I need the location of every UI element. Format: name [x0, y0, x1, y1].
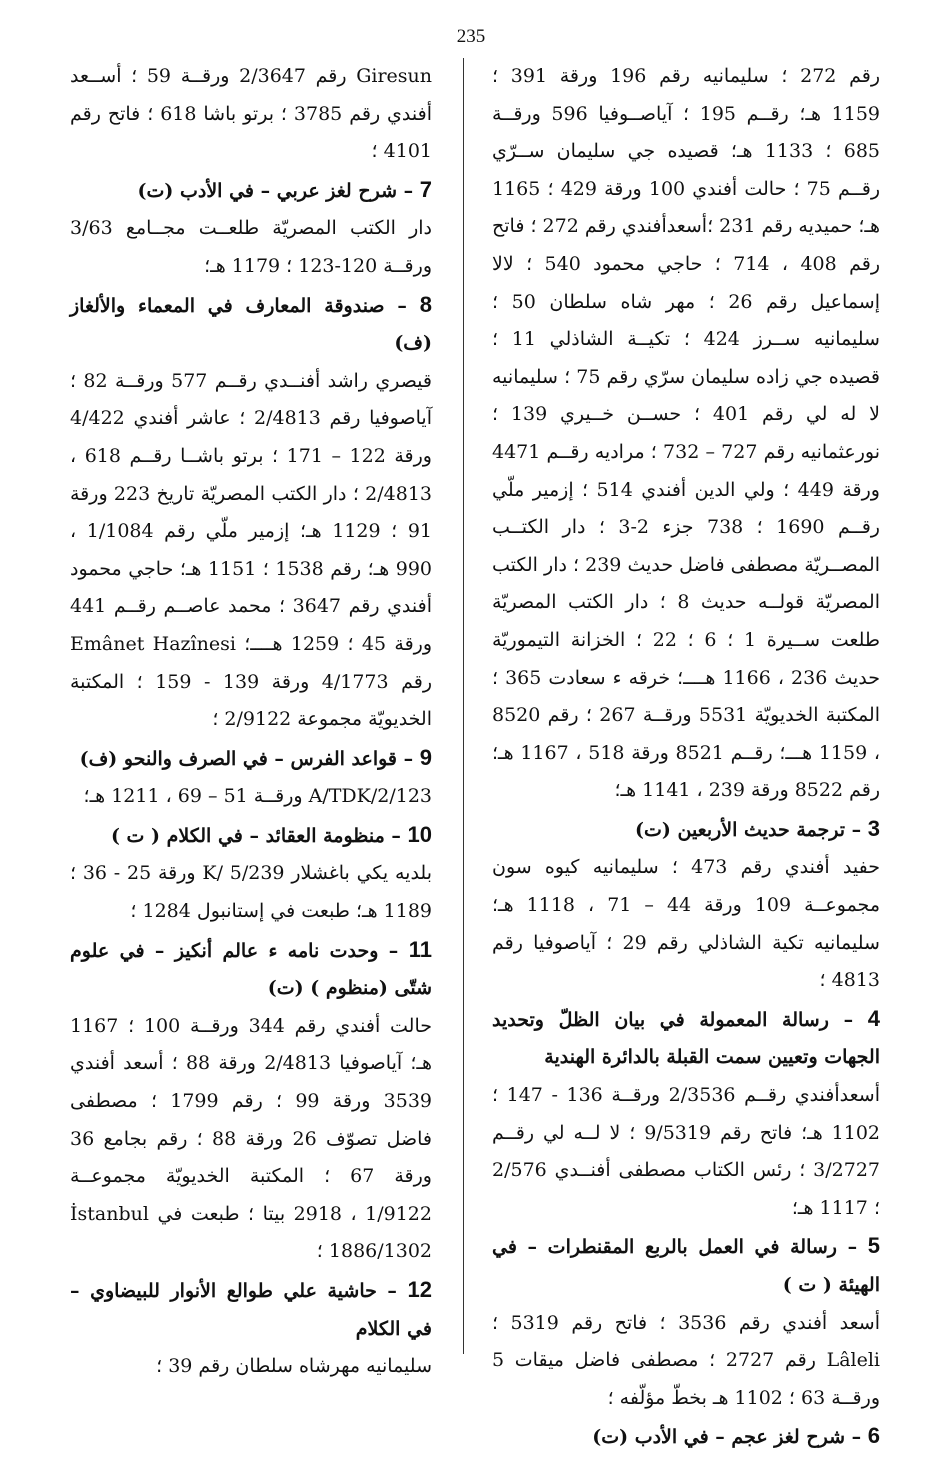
entry-heading [70, 739, 432, 779]
entry-paragraph: أسعد أفندي رقم 3536 ؛ فاتح رقم 5319 ؛ Lâleli رقم 2727 ؛ مصطفى فاضل ميقات 5 ورقــة 63 ؛ 1102 هـ بخطّ مؤلّفه ؛ [492, 1311, 880, 1409]
entry-heading [70, 816, 432, 856]
entry-title: – قواعد الفرس – في الصرف والنحو (ف) [79, 747, 414, 770]
entry-number: 12 [407, 1277, 432, 1302]
entry-number: 3 [867, 815, 880, 841]
entry-title: – وحدت نامه ء عالم أنكيز – في علوم شتّى (منظوم ) (ت) [70, 939, 432, 1000]
entry-title: – صندوقة المعارف في المعماء والألغاز (ف) [70, 294, 432, 355]
entry-title: – رسالة المعمولة في بيان الظلّ وتحديد الجهات وتعيين سمت القبلة بالدائرة الهندية [492, 1008, 880, 1069]
entry-number: 8 [419, 291, 432, 317]
entry-heading [492, 810, 880, 850]
entry-paragraph: بلديه يكي باغشلار K/ 5/239 ورقة 25 - 36 ؛1189 هـ؛ طبعت في إستانبول 1284 ؛ [70, 862, 432, 923]
page-number: 235 [456, 26, 486, 47]
entry-paragraph: حفيد أفندي رقم 473 ؛ سليمانيه كيوه سون مجموعــة 109 ورقة 44 – 71 ، 1118 هـ؛ سليمانيه تكية الشاذلي رقم 29 ؛ آياصوفيا رقم 4813 ؛ [492, 856, 880, 992]
entry-title: – ترجمة حديث الأربعين (ت) [635, 818, 862, 841]
entry-heading [70, 931, 432, 1008]
entry-number: 6 [867, 1423, 880, 1449]
entry-paragraph: دار الكتب المصريّة طلعــت مجــامع 3/63 ورقــة 120-123 ؛ 1179 هـ؛ [70, 217, 432, 277]
entry-paragraph: قيصري راشد أفنــدي رقــم 577 ورقــة 82 ؛ آياصوفيا رقم 2/4813 ؛ عاشر أفندي 4/422 ورقة 122 – 171 ؛ برتو باشــا رقــم 618 ، 2/4813 ؛ دار الكتب المصريّة تاريخ 223 ورقة 91 ؛ 1129 هـ؛ إزمير ملّي رقم 1/1084 ، 990 هـ؛ رقم 1538 ؛ 1151 هـ؛ حاجي محمود أفندي رقم 3647 ؛ محمد عاصــم رقــم 441 ورقة 45 ؛ 1259 هــــ؛ Emânet Hazînesi رقم 4/1773 ورقة 139 - 159 ؛ المكتبة الخديويّة مجموعة 2/9122 ؛ [70, 369, 433, 731]
entry-number: 7 [419, 176, 432, 202]
entry-heading [492, 1000, 880, 1077]
entry-paragraph: سليمانيه مهرشاه سلطان رقم 39 ؛ [156, 1355, 432, 1378]
entry-number: 5 [867, 1233, 880, 1259]
entry-heading [492, 1227, 880, 1304]
entry-paragraph: حالت أفندي رقم 344 ورقــة 100 ؛ 1167 هـ؛ آياصوفيا 2/4813 ورقة 88 ؛ أسعد أفندي 3539 ورقة 99 ؛ رقم 1799 ؛ مصطفى فاضل تصوّف 26 ورقة 88 ؛ رقم بجامع 36 ورقة 67 ؛ المكتبة الخديويّة مجموعــة 1/9122 ، 2918 بيتا ؛ طبعت في İstanbul 1886/1302 ؛ [70, 1014, 433, 1263]
entry-paragraph: Giresun رقم 2/3647 ورقــة 59 ؛ أســعد أفندي رقم 3785 ؛ برتو باشا 618 ؛ فاتح رقم 4101 ؛ [70, 65, 433, 163]
entry-heading [70, 286, 432, 363]
entry-heading [70, 1271, 432, 1348]
entry-number: 11 [408, 936, 432, 962]
right-column [492, 58, 880, 1457]
entry-title: – حاشية علي طوالع الأنوار للبيضاوي – في الكلام [70, 1280, 432, 1340]
entry-title: – شرح لغز عربي – في الأدب (ت) [137, 179, 414, 202]
entry-title: – شرح لغز عجم – في الأدب (ت) [592, 1426, 862, 1449]
entry-number: 10 [407, 821, 432, 847]
entry-paragraph: 2/123/A/TDK ورقــة 51 – 69 ، 1211 هـ؛ [83, 785, 432, 808]
entry-title: – رسالة في العمل بالربع المقنطرات – في الهيئة ( ت ) [492, 1236, 880, 1296]
entry-paragraph: رقم 272 ؛ سليمانيه رقم 196 ورقة 391 ؛ 1159 هـ؛ رقــم 195 ؛ آياصــوفيا 596 ورقــة 685 ؛ 1133 هـ؛ قصيده جي سليمان ســرّي رقــم 75 ؛ حالت أفندي 100 ورقة 429 ؛ 1165 هـ؛ حميديه رقم 231 ؛أسعدأفندي رقم 272 ؛ فاتح رقم 408 ، 714 ؛ حاجي محمود 540 ؛ لالا إسماعيل رقم 26 ؛ مهر شاه سلطان 50 ؛ سليمانيه ســرز 424 ؛ تكيــة الشاذلي 11 ؛ قصيده جي زاده سليمان سرّي رقم 75 ؛ سليمانيه لا له لي رقم 401 ؛ حســن خــيري 139 ؛ نورعثمانيه رقم 727 – 732 ؛ مراديه رقــم 4471 ورقة 449 ؛ ولي الدين أفندي 514 ؛ إزمير ملّي رقــم 1690 ؛ 738 جزء 2-3 ؛ دار الكتــب المصــريّة مصطفى فاضل حديث 239 ؛ دار الكتب المصريّة قولــه حديث 8 ؛ دار الكتب المصريّة طلعت ســيرة 1 ؛ 6 ؛ 22 ؛ الخزانة التيموريّة حديث 236 ، 1166 هــــ؛ خرقه ء سعادت 365 ؛ المكتبة الخديويّة 5531 ورقــة 267 ؛ رقم 8520 ، 1159 هـــ؛ رقــم 8521 ورقة 518 ، 1167 هـ؛ رقم 8522 ورقة 239 ، 1141 هـ؛ [492, 65, 881, 802]
entry-title: – منظومة العقائد – في الكلام ( ت ) [110, 824, 401, 847]
entry-number: 4 [867, 1005, 880, 1031]
entry-heading [70, 171, 432, 211]
entry-paragraph: أسعدأفندي رقــم 2/3536 ورقــة 136 - 147 ؛ 1102 هـ؛ فاتح رقم 9/5319 ؛ لا لــه لي رقــم 3/2727 ؛ رئس الكتاب مصطفى أفنــدي 2/576 ؛ 1117 هـ؛ [492, 1084, 880, 1219]
entry-heading [492, 1417, 880, 1457]
left-column [70, 58, 432, 1386]
column-divider [463, 58, 464, 1354]
entry-number: 9 [419, 744, 432, 770]
